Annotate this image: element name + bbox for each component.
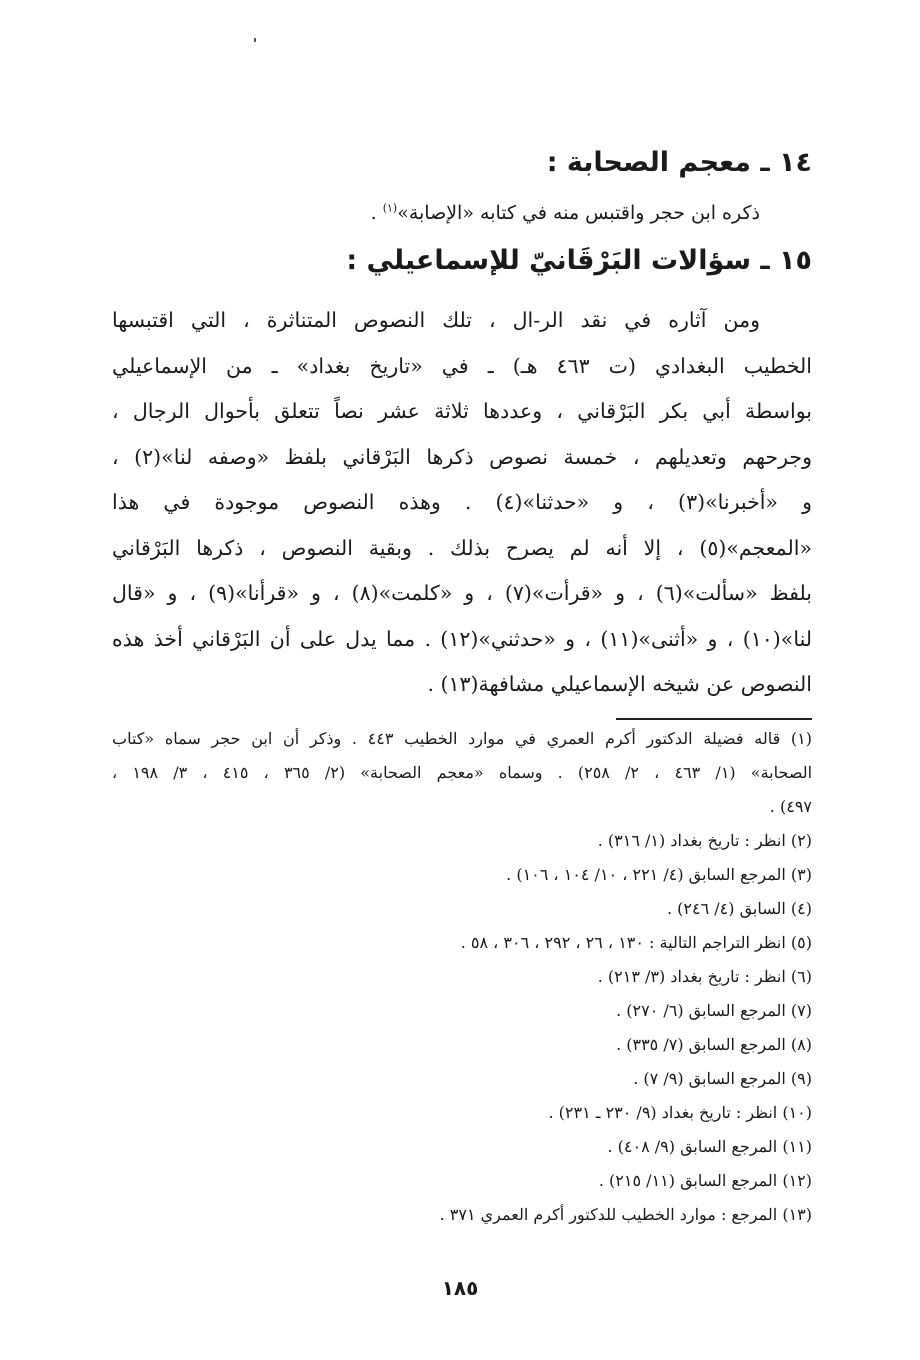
footnote-7: (٧) المرجع السابق (٦/ ٢٧٠) . xyxy=(616,1001,812,1020)
section-14-heading: ١٤ ـ معجم الصحابة : xyxy=(546,147,812,178)
footnote-2: (٢) انظر : تاريخ بغداد (١/ ٣١٦) . xyxy=(597,831,812,850)
section-14-text xyxy=(112,192,760,234)
scan-speck xyxy=(254,38,256,42)
footnote-separator xyxy=(616,718,812,720)
footnote-9: (٩) المرجع السابق (٩/ ٧) . xyxy=(633,1069,812,1088)
footnote-10: (١٠) انظر : تاريخ بغداد (٩/ ٢٣٠ ـ ٢٣١) . xyxy=(548,1103,812,1122)
paragraph-line: ومن آثاره في نقد الر-ال ، تلك النصوص المتناثرة ، التي اقتبسها xyxy=(112,308,760,332)
footnote-ref-1: (١) xyxy=(382,201,398,215)
paragraph-line: و «أخبرنا»(٣) ، و «حدثنا»(٤) . وهذه النصوص موجودة في هذا xyxy=(112,490,812,514)
section-15-paragraph xyxy=(112,298,812,708)
paragraph-line: «المعجم»(٥) ، إلا أنه لم يصرح بذلك . وبقية النصوص ، ذكرها البَرْقاني xyxy=(112,535,812,560)
section-14-end: . xyxy=(370,202,383,224)
footnote-1-line: الصحابة» (١/ ٤٦٣ ، ٢/ ٢٥٨) . وسماه «معجم الصحابة» (٢/ ٣٦٥ ، ٤١٥ ، ٣/ ١٩٨ ، xyxy=(112,763,813,782)
footnote-11: (١١) المرجع السابق (٩/ ٤٠٨) . xyxy=(607,1137,812,1156)
footnote-1-line: ٤٩٧) . xyxy=(769,797,812,816)
footnote-13: (١٣) المرجع : موارد الخطيب للدكتور أكرم العمري ٣٧١ . xyxy=(439,1205,812,1224)
main-text xyxy=(112,138,812,708)
paragraph-line: بلفظ «سألت»(٦) ، و «قرأت»(٧) ، و «كلمت»(٨) ، و «قرأنا»(٩) ، و «قال xyxy=(112,581,812,605)
paragraph-line: النصوص عن شيخه الإسماعيلي مشافهة(١٣) . xyxy=(427,672,812,696)
footnote-12: (١٢) المرجع السابق (١١/ ٢١٥) . xyxy=(598,1171,812,1190)
paragraph-line: بواسطة أبي بكر البَرْقاني ، وعددها ثلاثة عشر نصاً تتعلق بأحوال الرجال ، xyxy=(112,399,812,423)
paragraph-line: الخطيب البغدادي (ت ٤٦٣ هـ) ـ في «تاريخ بغداد» ـ من الإسماعيلي xyxy=(112,353,812,378)
page-number: ١٨٥ xyxy=(441,1276,479,1300)
footnote-1-line: (١) قاله فضيلة الدكتور أكرم العمري في موارد الخطيب ٤٤٣ . وذكر أن ابن حجر سماه «كتاب xyxy=(112,729,812,748)
section-14-sentence: ذكره ابن حجر واقتبس منه في كتابه «الإصابة» xyxy=(397,202,760,224)
footnote-4: (٤) السابق (٤/ ٢٤٦) . xyxy=(666,899,812,918)
footnotes xyxy=(112,722,812,1232)
paragraph-line: وجرحهم وتعديلهم ، خمسة نصوص ذكرها البَرْقاني بلفظ «وصفه لنا»(٢) ، xyxy=(112,444,812,469)
paragraph-line: لنا»(١٠) ، و «أثنى»(١١) ، و «حدثني»(١٢) . مما يدل على أن البَرْقاني أخذ هذه xyxy=(112,626,813,651)
section-15-heading: ١٥ ـ سؤالات البَرْقَانيّ للإسماعيلي : xyxy=(346,245,812,276)
footnote-3: (٣) المرجع السابق (٤/ ٢٢١ ، ١٠/ ١٠٤ ، ١٠٦) . xyxy=(506,865,812,884)
footnote-5: (٥) انظر التراجم التالية : ١٣٠ ، ٢٦ ، ٢٩٢ ، ٣٠٦ ، ٥٨ . xyxy=(460,933,812,952)
footnote-8: (٨) المرجع السابق (٧/ ٣٣٥) . xyxy=(616,1035,812,1054)
footnote-6: (٦) انظر : تاريخ بغداد (٣/ ٢١٣) . xyxy=(597,967,812,986)
